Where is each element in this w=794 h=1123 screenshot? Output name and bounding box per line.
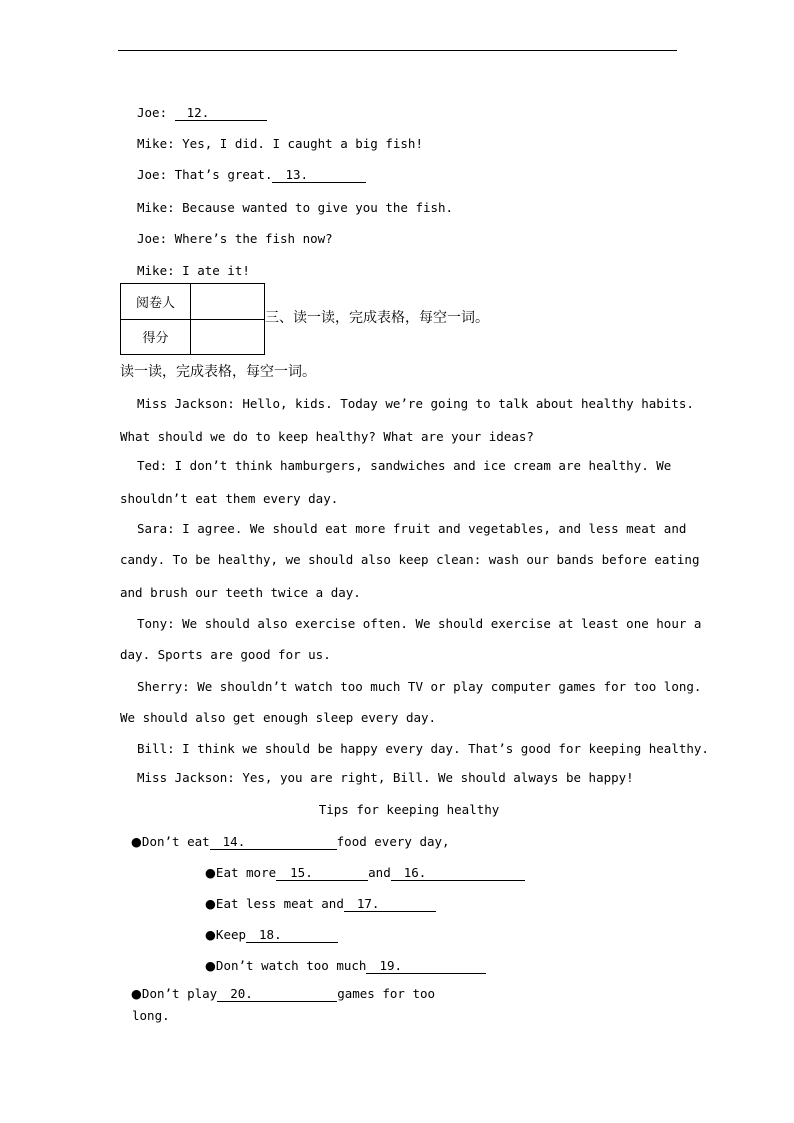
blank-14[interactable]: 14.: [210, 835, 337, 850]
passage-line: We should also get enough sleep every day.: [120, 710, 437, 725]
tip-text: Don’t watch too much: [215, 958, 367, 973]
blank-15[interactable]: 15.: [276, 866, 368, 881]
dialogue-text: Yes, I did. I caught a big fish!: [182, 136, 423, 151]
tip-20-continuation: long.: [132, 1008, 170, 1023]
dialogue-text: Because wanted to give you the fish.: [182, 200, 454, 215]
dialogue-line-joe-12: [137, 105, 267, 121]
dialogue-text: That’s great.: [174, 167, 273, 182]
tip-15-16: [205, 865, 525, 881]
bullet-icon: ●: [205, 927, 216, 942]
tip-text: games for too: [337, 986, 436, 1001]
passage-line: What should we do to keep healthy? What are your ideas?: [120, 429, 534, 444]
tip-19: [205, 958, 486, 974]
dialogue-line-mike-3: [137, 263, 250, 279]
section-heading: 三、读一读，完成表格，每空一词。: [265, 310, 489, 326]
bullet-icon: ●: [131, 986, 142, 1001]
passage-line: shouldn’t eat them every day.: [120, 491, 339, 506]
blank-20[interactable]: 20.: [217, 987, 337, 1002]
passage-line: Sherry: We shouldn’t watch too much TV or play computer games for too long.: [137, 679, 702, 694]
bullet-icon: ●: [205, 958, 216, 973]
dialogue-line-joe-3: [137, 231, 333, 247]
tip-text: food every day,: [336, 834, 450, 849]
passage-line: Tony: We should also exercise often. We should exercise at least one hour a: [137, 616, 702, 631]
bullet-icon: ●: [205, 865, 216, 880]
blank-13[interactable]: 13.: [272, 168, 366, 183]
tip-text: and: [368, 865, 391, 880]
tip-text: Don’t play: [141, 986, 218, 1001]
tip-14: [131, 834, 450, 850]
speaker: Mike:: [137, 136, 183, 151]
reviewer-label: 阅卷人: [121, 284, 191, 320]
dialogue-text: I ate it!: [182, 263, 250, 278]
passage-line: Miss Jackson: Yes, you are right, Bill. We should always be happy!: [137, 770, 634, 785]
tip-20: [131, 986, 435, 1002]
bullet-icon: ●: [205, 896, 216, 911]
speaker: Joe:: [137, 105, 175, 120]
passage-line: day. Sports are good for us.: [120, 647, 331, 662]
reviewer-cell[interactable]: [191, 284, 265, 320]
passage-line: Sara: I agree. We should eat more fruit and vegetables, and less meat and: [137, 521, 687, 536]
score-label: 得分: [121, 319, 191, 355]
tip-text: Keep: [215, 927, 247, 942]
passage-line: Miss Jackson: Hello, kids. Today we’re going to talk about healthy habits.: [137, 396, 694, 411]
tip-text: Eat less meat and: [215, 896, 344, 911]
dialogue-line-mike-2: [137, 200, 453, 216]
score-cell[interactable]: [191, 319, 265, 355]
tip-text: Eat more: [215, 865, 277, 880]
passage-line: and brush our teeth twice a day.: [120, 585, 361, 600]
blank-12[interactable]: 12.: [175, 106, 267, 121]
speaker: Mike:: [137, 263, 183, 278]
bullet-icon: ●: [131, 834, 142, 849]
dialogue-line-joe-13: [137, 167, 366, 183]
blank-19[interactable]: 19.: [366, 959, 486, 974]
passage-line: Bill: I think we should be happy every day. That’s good for keeping healthy.: [137, 741, 709, 756]
blank-18[interactable]: 18.: [246, 928, 338, 943]
blank-16[interactable]: 16.: [391, 866, 525, 881]
tips-title: Tips for keeping healthy: [318, 802, 500, 817]
header-rule: [118, 50, 677, 51]
tip-17: [205, 896, 436, 912]
tip-18: [205, 927, 338, 943]
dialogue-text: Where’s the fish now?: [174, 231, 333, 246]
speaker: Joe:: [137, 231, 175, 246]
passage-line: Ted: I don’t think hamburgers, sandwiches and ice cream are healthy. We: [137, 458, 672, 473]
speaker: Mike:: [137, 200, 183, 215]
score-table: [120, 283, 265, 355]
speaker: Joe:: [137, 167, 175, 182]
dialogue-line-mike-1: [137, 136, 423, 152]
passage-line: candy. To be healthy, we should also keep clean: wash our bands before eating: [120, 552, 700, 567]
blank-17[interactable]: 17.: [344, 897, 436, 912]
section-instruction: 读一读，完成表格，每空一词。: [120, 364, 316, 380]
tip-text: Don’t eat: [141, 834, 210, 849]
